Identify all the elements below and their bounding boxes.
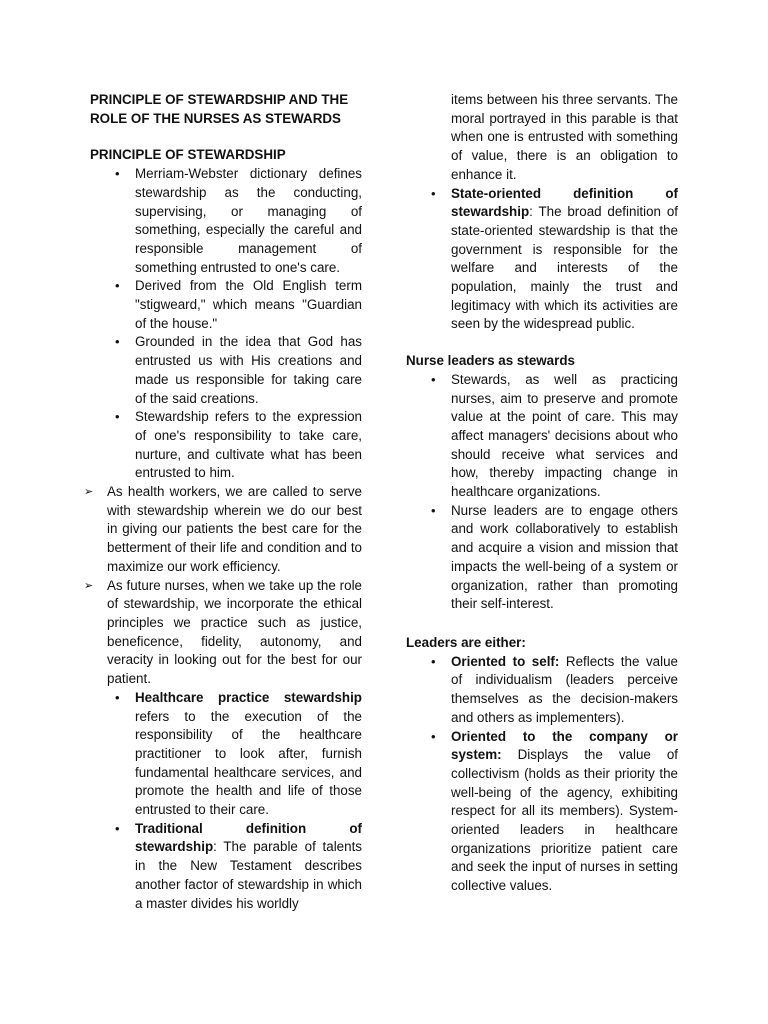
term-oriented-to-self: Oriented to self:	[451, 653, 560, 669]
continuation-paragraph: items between his three servants. The moral portrayed in this parable is that when one is entrusted with something of value, there is an obligation to enhance it.	[451, 92, 678, 182]
section-heading-principle: PRINCIPLE OF STEWARDSHIP	[90, 147, 286, 163]
list-item	[90, 820, 362, 914]
term-healthcare-practice: Healthcare practice stewardship	[135, 689, 362, 705]
right-column	[406, 91, 678, 896]
term-description: Displays the value of collectivism (holds as their priority the well-being of the agency, exhibiting respect for all its members). System-oriented leaders in healthcare organizations prioritize patient care and seek the input of nurses in setting collective values.	[451, 747, 678, 894]
leaders-orientation-list	[406, 653, 678, 896]
list-item: • Merriam-Webster dictionary defines stewardship as the conducting, supervising, or managing of something, especially the careful and responsible management of something entrusted to one's care.	[90, 165, 362, 277]
list-item	[406, 728, 678, 896]
term-description: : The parable of talents in the New Testament describes another factor of stewardship in which a master divides his worldly	[135, 839, 362, 911]
state-definition-list	[406, 185, 678, 335]
term-state-oriented: State-oriented definition of stewardship	[451, 185, 678, 220]
document-title: PRINCIPLE OF STEWARDSHIP AND THE ROLE OF THE NURSES AS STEWARDS	[90, 92, 349, 126]
list-item	[406, 653, 678, 728]
term-description: : The broad definition of state-oriented stewardship is that the government is responsible for the welfare and interests of the population, mainly the trust and legitimacy with which its activities are seen by the widespread public.	[451, 204, 678, 332]
term-oriented-to-company: Oriented to the company or system:	[451, 728, 678, 763]
stewardship-types-list	[90, 689, 362, 913]
definition-bullet-list	[90, 165, 362, 483]
nurse-leaders-list	[406, 371, 678, 614]
list-item	[406, 185, 678, 335]
left-column	[90, 91, 362, 913]
list-item: • Grounded in the idea that God has entrusted us with His creations and made us responsible for taking care of the said creations.	[90, 333, 362, 408]
section-heading-nurse-leaders: Nurse leaders as stewards	[406, 353, 575, 369]
list-item: • Stewards, as well as practicing nurses, aim to preserve and promote value at the point of care. This may affect managers' decisions about who should receive what services and how, thereby impacting change in healthcare organizations.	[406, 371, 678, 502]
section-heading-leaders-either: Leaders are either:	[406, 634, 526, 650]
term-traditional-definition: Traditional definition of stewardship	[135, 820, 362, 855]
list-item	[90, 689, 362, 820]
arrow-list-item: ➢ As health workers, we are called to serve with stewardship wherein we do our best in giving our patients the best care for the betterment of their life and condition and to maximize our work efficiency.	[0, 483, 362, 577]
list-item: • Derived from the Old English term "stigweard," which means "Guardian of the house."	[90, 277, 362, 333]
arrow-bullet-list	[90, 483, 362, 689]
term-description: Reflects the value of individualism (leaders perceive themselves as the decision-makers and others as implementers).	[451, 653, 678, 725]
arrow-list-item: ➢ As future nurses, when we take up the role of stewardship, we incorporate the ethical principles we practice such as justice, beneficence, fidelity, autonomy, and veracity in looking out for the best for our patient.	[0, 577, 362, 689]
list-item: • Nurse leaders are to engage others and work collaboratively to establish and acquire a vision and mission that impacts the well-being of a system or organization, rather than promoting their self-interest.	[406, 502, 678, 614]
list-item: • Stewardship refers to the expression of one's responsibility to take care, nurture, and cultivate what has been entrusted to him.	[90, 408, 362, 483]
term-description: refers to the execution of the responsibility of the healthcare practitioner to look after, furnish fundamental healthcare services, and promote the health and life of those entrusted to their care.	[135, 708, 362, 818]
